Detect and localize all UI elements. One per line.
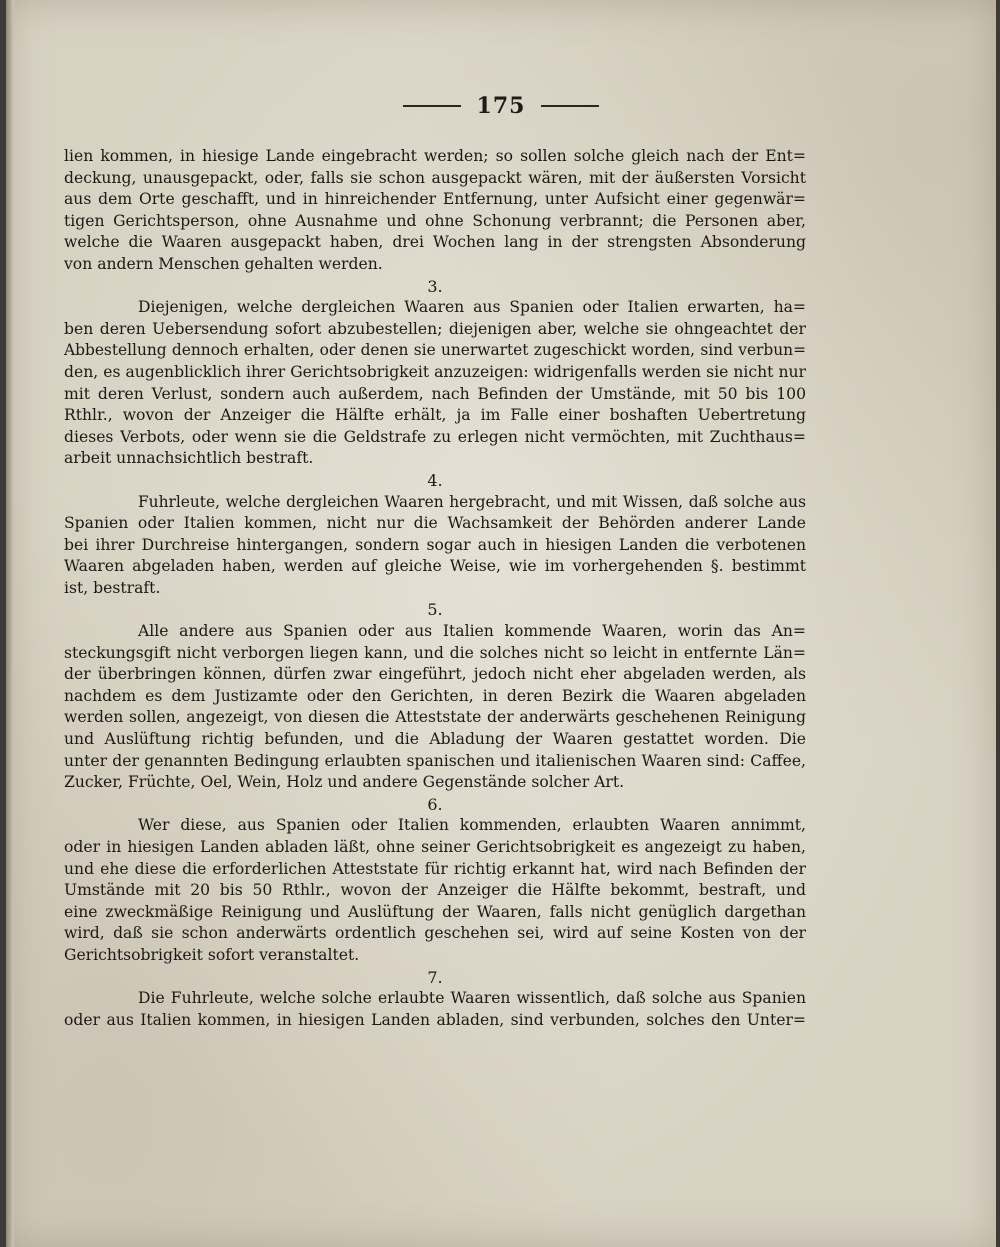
text-line: Umstände mit 20 bis 50 Rthlr., wovon der Anzeiger die Hälfte bekommt, bestraft, und (64, 881, 806, 900)
section-number: 4. (427, 470, 443, 490)
text-line: eine zweckmäßige Reinigung und Auslüftung der Waaren, falls nicht genüglich dargethan (64, 902, 806, 921)
paragraph (64, 492, 806, 600)
text-line: ist, bestraft. (64, 578, 161, 597)
text-line: wird, daß sie schon anderwärts ordentlich geschehen sei, wird auf seine Kosten von der (64, 924, 806, 943)
text-line: lien kommen, in hiesige Lande eingebracht werden; so sollen solche gleich nach der Ent= (64, 147, 806, 165)
text-line: Diejenigen, welche dergleichen Waaren aus Spanien oder Italien erwarten, ha= (138, 298, 806, 317)
paragraph (64, 297, 806, 470)
section-number: 6. (427, 794, 443, 814)
body-text (64, 146, 806, 1031)
text-line: Fuhrleute, welche dergleichen Waaren hergebracht, und mit Wissen, daß solche aus (138, 492, 806, 511)
header-rule-left (403, 105, 461, 107)
paragraph (64, 621, 806, 794)
text-line: Spanien oder Italien kommen, nicht nur die Wachsamkeit der Behörden anderer Lande (64, 514, 806, 533)
header-rule-right (541, 105, 599, 107)
text-line: Alle andere aus Spanien oder aus Italien kommende Waaren, worin das An= (138, 622, 806, 641)
text-line: und ehe diese die erforderlichen Atteststate für richtig erkannt hat, wird nach Befinden der (64, 859, 806, 878)
text-line: ben deren Uebersendung sofort abzubestellen; diejenigen aber, welche sie ohngeachtet der (64, 319, 806, 338)
text-line: oder aus Italien kommen, in hiesigen Landen abladen, sind verbunden, solches den Unter= (64, 1010, 806, 1029)
page-number: 175 (476, 93, 526, 119)
text-line: Zucker, Früchte, Oel, Wein, Holz und andere Gegenstände solcher Art. (64, 773, 625, 792)
page-header (6, 93, 996, 119)
text-line: der überbringen können, dürfen zwar eingeführt, jedoch nicht eher abgeladen werden, als (64, 665, 806, 684)
paragraph (64, 146, 806, 276)
page-edge (6, 0, 14, 1247)
text-line: Die Fuhrleute, welche solche erlaubte Waaren wissentlich, daß solche aus Spanien (138, 989, 806, 1008)
text-line: Waaren abgeladen haben, werden auf gleiche Weise, wie im vorhergehenden §. bestimmt (64, 557, 806, 576)
text-line: bei ihrer Durchreise hintergangen, sondern sogar auch in hiesigen Landen die verbotenen (64, 535, 806, 554)
text-line: Rthlr., wovon der Anzeiger die Hälfte erhält, ja im Falle einer boshaften Uebertretung (64, 406, 806, 425)
text-line: aus dem Orte geschafft, und in hinreichender Entfernung, unter Aufsicht einer gegenwär= (64, 190, 806, 209)
paragraph (64, 988, 806, 1031)
text-line: nachdem es dem Justizamte oder den Gerichten, in deren Bezirk die Waaren abgeladen (64, 686, 806, 705)
text-line: steckungsgift nicht verborgen liegen kann, und die solches nicht so leicht in entfernte Län= (64, 643, 806, 662)
text-line: welche die Waaren ausgepackt haben, drei Wochen lang in der strengsten Absonderung (64, 233, 806, 252)
text-line: Abbestellung dennoch erhalten, oder denen sie unerwartet zugeschickt worden, sind verbun= (64, 341, 806, 360)
text-line: mit deren Verlust, sondern auch außerdem, nach Befinden der Umstände, mit 50 bis 100 (64, 384, 806, 403)
text-line: tigen Gerichtsperson, ohne Ausnahme und ohne Schonung verbrannt; die Personen aber, (64, 211, 806, 230)
text-line: Gerichtsobrigkeit sofort veranstaltet. (64, 945, 360, 964)
section-number: 3. (427, 276, 443, 296)
text-line: arbeit unnachsichtlich bestraft. (64, 449, 314, 468)
text-line: den, es augenblicklich ihrer Gerichtsobrigkeit anzuzeigen: widrigenfalls werden sie nicht nur (64, 362, 806, 381)
text-line: dieses Verbots, oder wenn sie die Geldstrafe zu erlegen nicht vermöchten, mit Zuchthaus= (64, 427, 806, 446)
text-line: werden sollen, angezeigt, von diesen die Atteststate der anderwärts geschehenen Reinigung (64, 708, 806, 727)
text-line: deckung, unausgepackt, oder, falls sie schon ausgepackt wären, mit der äußersten Vorsicht (64, 168, 806, 187)
section-number: 5. (427, 600, 443, 620)
document-page (6, 0, 996, 1247)
text-line: und Auslüftung richtig befunden, und die Abladung der Waaren gestattet worden. Die (64, 730, 806, 749)
section-number: 7. (427, 967, 443, 987)
text-line: von andern Menschen gehalten werden. (64, 254, 383, 273)
text-line: Wer diese, aus Spanien oder Italien kommenden, erlaubten Waaren annimmt, (138, 816, 806, 835)
text-line: oder in hiesigen Landen abladen läßt, ohne seiner Gerichtsobrigkeit es angezeigt zu haben, (64, 838, 806, 856)
paragraph (64, 815, 806, 966)
text-line: unter der genannten Bedingung erlaubten spanischen und italienischen Waaren sind: Caffee, (64, 751, 806, 770)
